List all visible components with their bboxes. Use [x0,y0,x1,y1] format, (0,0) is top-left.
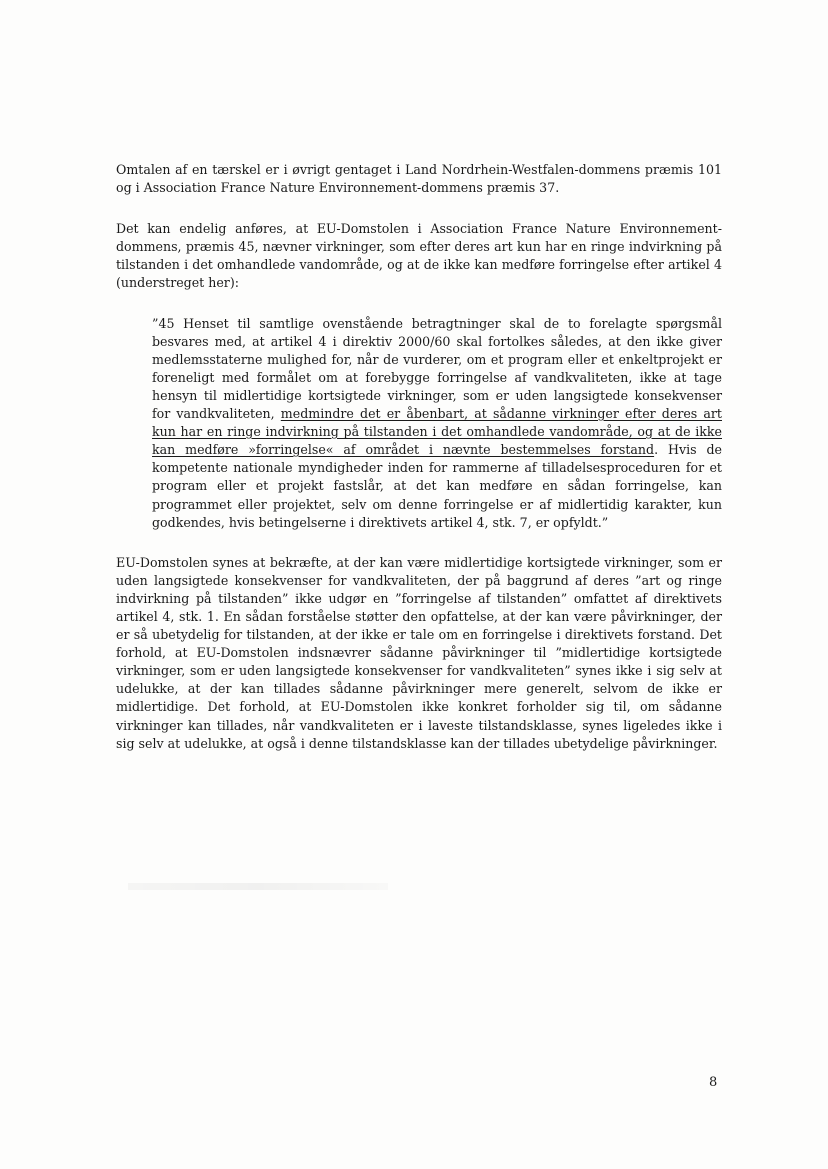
page-body [116,161,722,753]
quote-underlined-text: medmindre det er åbenbart, at sådanne virkninger efter deres art kun har en ringe indvirkning på tilstanden i det omhandlede vandområde, og at de ikke kan medføre »forringelse« af området i nævnte bestemmelses forstand [152,406,722,458]
block-quote-premise-45 [152,315,722,532]
quote-text-after: . Hvis de kompetente nationale myndigheder inden for rammerne af tilladelsesproceduren for et program eller et projekt fastslår, at det kan medføre en sådan forringelse, kan programmet eller projektet, selv om denne forringelse er af midlertidig karakter, kun godkendes, hvis betingelserne i direktivets artikel 4, stk. 7, er opfyldt.” [152,442,722,530]
quote-text-before: ”45 Henset til samtlige ovenstående betragtninger skal de to forelagte spørgsmål besvares med, at artikel 4 i direktiv 2000/60 skal fortolkes således, at den ikke giver medlemsstaterne mulighed for, når de vurderer, om et program eller et enkeltprojekt er foreneligt med formålet om at forebygge forringelse af vandkvaliteten, ikke at tage hensyn til midlertidige kortsigtede virkninger, som er uden langsigtede konsekvenser for vandkvaliteten, [152,315,722,422]
paragraph-intro-quote: Det kan endelig anføres, at EU-Domstolen i Association France Nature Environnement-dommens, præmis 45, nævner virkninger, som efter deres art kun har en ringe indvirkning på tilstanden i det omhandlede vandområde, og at de ikke kan medføre forringelse efter artikel 4 (understreget her): [116,221,722,291]
paragraph-analysis: EU-Domstolen synes at bekræfte, at der kan være midlertidige kortsigtede virkninger, som er uden langsigtede konsekvenser for vandkvaliteten, der på baggrund af deres ”art og ringe indvirkning på tilstanden” ikke udgør en ”forringelse af tilstanden” omfattet af direktivets artikel 4, stk. 1. En sådan forståelse støtter den opfattelse, at der kan være påvirkninger, der er så ubetydelig for tilstanden, at der ikke er tale om en forringelse i direktivets forstand. Det forhold, at EU-Domstolen indsnævrer sådanne påvirkninger til ”midlertidige kortsigtede virkninger, som er uden langsigtede konsekvenser for vandkvaliteten” synes ikke i sig selv at udelukke, at der kan tillades sådanne påvirkninger mere generelt, selvom de ikke er midlertidige. Det forhold, at EU-Domstolen ikke konkret forholder sig til, om sådanne virkninger kan tillades, når vandkvaliteten er i laveste tilstandsklasse, synes ligeledes ikke i sig selv at udelukke, at også i denne tilstandsklasse kan der tillades ubetydelige påvirkninger. [116,554,722,751]
scan-artifact [128,883,388,890]
page-number: 8 [709,1075,718,1090]
paragraph-threshold-mention: Omtalen af en tærskel er i øvrigt gentaget i Land Nordrhein-Westfalen-dommens præmis 101 og i Association France Nature Environnement-dommens præmis 37. [116,162,722,196]
